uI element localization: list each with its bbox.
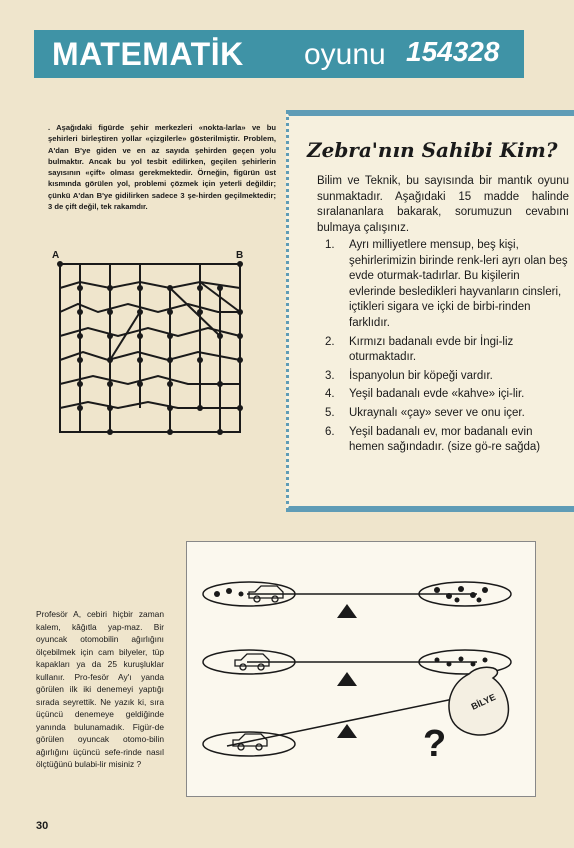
toy-car-icon [233, 586, 283, 750]
fulcrum-1 [337, 604, 357, 618]
page-number: 30 [36, 820, 49, 832]
city-graph [48, 252, 268, 440]
header-subtitle: oyunu [304, 38, 386, 71]
zebra-clue: 4. Yeşil badanalı evde «kahve» içi-lir. [325, 388, 525, 401]
graph-puzzle-intro: . Aşağıdaki figürde şehir merkezleri «nokta-larla» ve bu şehirleri birleştiren yollar «çizgilerle» gösterilmiştir. Problem, A'dan B'ye giden ve en az sayıda şehirden geçen yolu bulmaktır. Ancak bu yol tesbit edilirken, geçilen şehirlerin sayısının «çift» olması gerekmektedir. Örneğin, figürün üst kısmında görülen yol, problemi çözmek için yeterli değildir; çünkü A'dan B'ye gidilirken sadece 3 şe-hirden geçilmektedir; 3 de çift değil, tek rakamdır. [48, 123, 276, 212]
zebra-clue: 3. İspanyolun bir köpeği vardır. [325, 369, 493, 382]
bag-label: BİLYE [469, 691, 498, 712]
zebra-title: Zebra'nın Sahibi Kim? [307, 138, 558, 162]
zebra-puzzle-box [286, 110, 574, 512]
graph-label-b: B [236, 250, 244, 261]
city-graph-drawing [48, 252, 268, 440]
zebra-clue: 1. Ayrı milliyetlere mensup, beş kişi, şehirlerimizin birinde renk-leri ayrı olan beş evde oturmak-tadırlar. Bu kişilerin evlerinde besledikleri hayvanların cinsleri, içtikleri sigara ve içki de birbi-rinden farklıdır. [325, 239, 568, 329]
zebra-intro: Bilim ve Teknik, bu sayısında bir mantık oyunu sunmaktadır. Aşağıdaki 15 madde halinde sıralananlara bakarak, sorumuzun cevabını bulmaya çalışınız. [317, 175, 569, 234]
zebra-clue: 6. Yeşil badanalı ev, mor badanalı evin hemen sağındadır. (size gö-re sağda) [325, 425, 541, 454]
question-mark: ? [423, 723, 447, 765]
zebra-clue: 2. Kırmızı badanalı evde bir İngi-liz oturmaktadır. [325, 335, 514, 364]
zebra-clue-list [325, 238, 569, 459]
balance-puzzle-text: Profesör A, cebiri hiçbir zaman kalem, kâğıtla yap-maz. Bir oyuncak otomobilin ağırlığını ölçebilmek için cam bilyeler, tüp kapakları ya da 25 kuruşluklar kullanır. Pro-fesör Ay'ı yanda görülen ilk iki denemeyi yaptığı sırada seyrettik. Ne yazık ki, sıra üçüncü denemeye geldiğinde yanında bulunamadık. Figür-de görülen oyuncak otomo-bilin ağırlığını üçüncü sefe-rinde nasıl ölçtüğünü bulabi-lir misiniz ? [36, 609, 164, 769]
zebra-clue: 5. Ukraynalı «çay» sever ve onu içer. [325, 406, 525, 419]
balance-figure [186, 541, 536, 797]
fulcrum-2 [337, 672, 357, 686]
graph-label-a: A [52, 250, 60, 261]
balance-drawing [187, 542, 535, 796]
fulcrum-3 [337, 724, 357, 738]
header-banner [34, 30, 524, 78]
header-digits: 154328 [406, 36, 500, 67]
marble-bag-icon [449, 667, 508, 735]
header-title: MATEMATİK [52, 36, 244, 72]
